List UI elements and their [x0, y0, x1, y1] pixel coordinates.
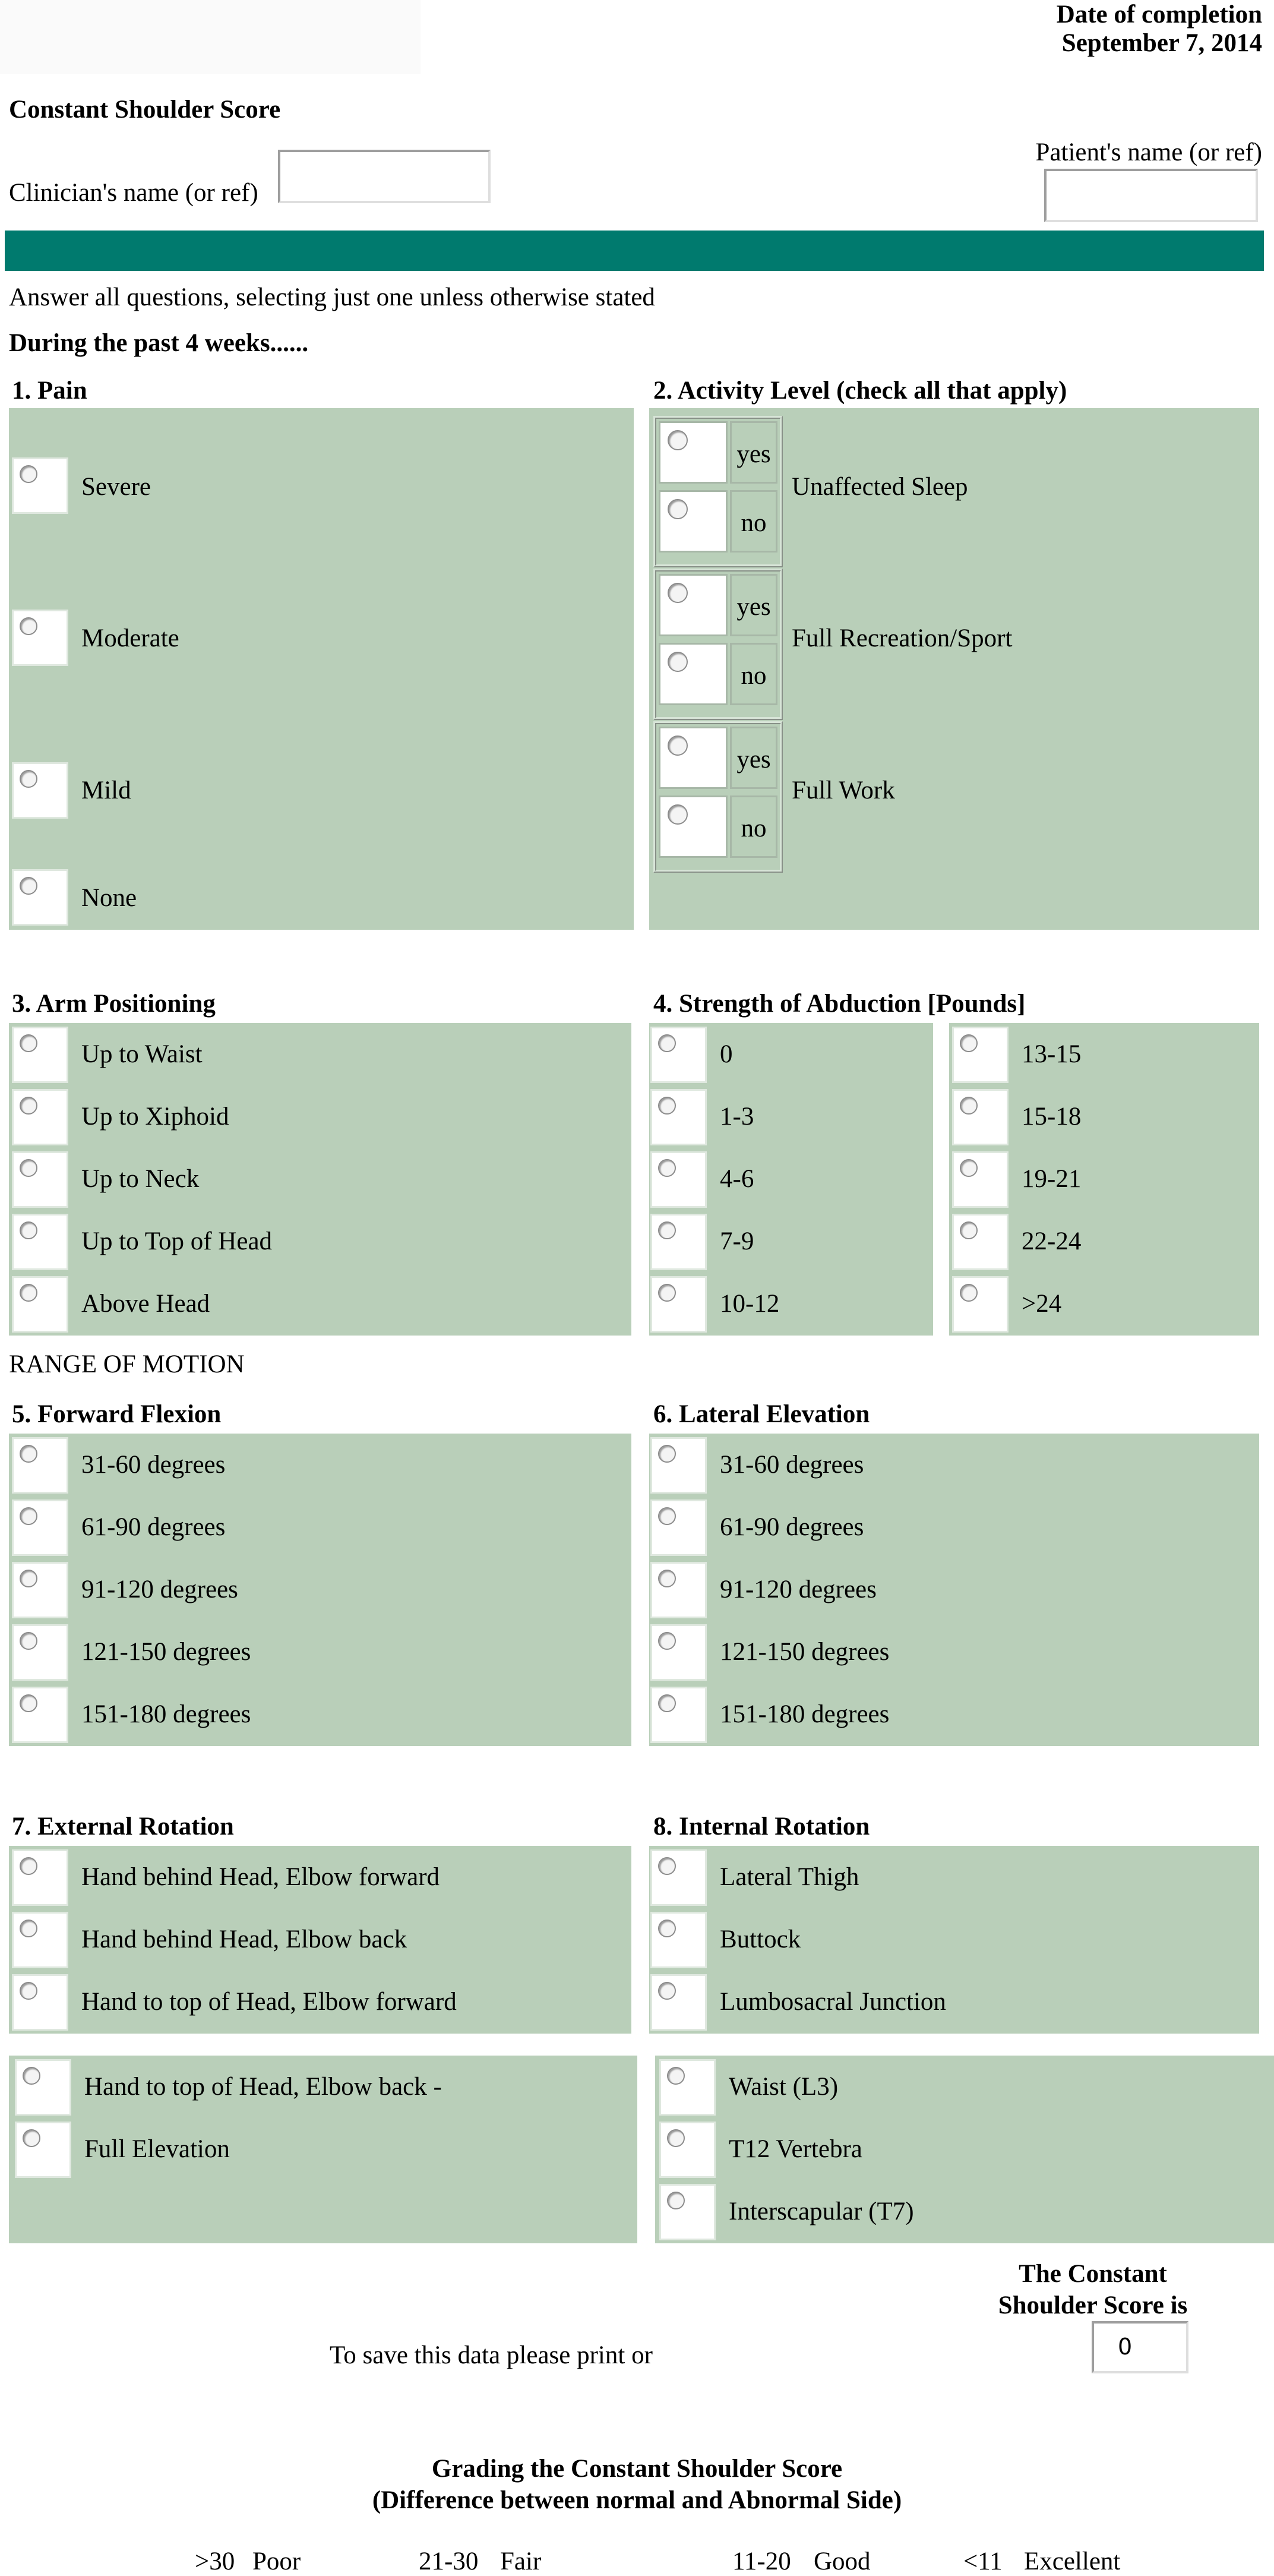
q4-label-7-9: 7-9 [720, 1227, 754, 1255]
q8-label-lateral-thigh: Lateral Thigh [720, 1863, 859, 1891]
clinician-label: Clinician's name (or ref) [9, 179, 258, 207]
q4-label-13-15: 13-15 [1022, 1040, 1082, 1068]
radio-circle-icon [658, 1570, 676, 1587]
q6-radio-61-90[interactable] [650, 1499, 707, 1556]
radio-circle-icon [20, 1632, 37, 1650]
score-value-field[interactable] [1092, 2321, 1188, 2373]
q5-label-61-90: 61-90 degrees [81, 1513, 226, 1541]
radio-circle-icon [658, 1221, 676, 1239]
q3-label-top-of-head: Up to Top of Head [81, 1227, 273, 1255]
radio-circle-icon [668, 583, 688, 603]
q7-label-behind-back: Hand behind Head, Elbow back [81, 1925, 407, 1953]
radio-circle-icon [20, 1034, 37, 1052]
grade-label-excellent: Excellent [1024, 2547, 1121, 2575]
radio-circle-icon [20, 1920, 37, 1937]
q5-label-121-150: 121-150 degrees [81, 1638, 251, 1666]
grading-title-line1: Grading the Constant Shoulder Score [431, 2455, 843, 2483]
q2-work-yes-radio[interactable] [659, 727, 728, 789]
radio-circle-icon [20, 1694, 37, 1712]
radio-circle-icon [667, 2129, 685, 2147]
q8-radio-lateral-thigh[interactable] [650, 1849, 707, 1906]
radio-circle-icon [23, 2067, 40, 2085]
q2-recreation-group [653, 569, 783, 720]
clinician-name-input[interactable] [278, 150, 491, 203]
q8-radio-t12[interactable] [659, 2122, 716, 2178]
radio-circle-icon [960, 1221, 978, 1239]
q3-radio-neck[interactable] [12, 1151, 68, 1208]
date-value: September 7, 2014 [1061, 29, 1262, 57]
radio-circle-icon [960, 1034, 978, 1052]
radio-circle-icon [658, 1982, 676, 2000]
q1-label-moderate: Moderate [81, 624, 179, 652]
q6-label-61-90: 61-90 degrees [720, 1513, 864, 1541]
q3-label-above-head: Above Head [81, 1290, 210, 1318]
q2-sleep-no-label: no [730, 490, 777, 553]
radio-circle-icon [658, 1445, 676, 1463]
grade-label-poor: Poor [252, 2547, 301, 2575]
q2-work-yes-label: yes [730, 727, 777, 789]
radio-circle-icon [668, 804, 688, 825]
radio-circle-icon [20, 1857, 37, 1875]
q8-title: 8. Internal Rotation [653, 1813, 870, 1841]
q7-label-top-back: Hand to top of Head, Elbow back - [84, 2073, 442, 2101]
q8-radio-lumbosacral[interactable] [650, 1974, 707, 2031]
q7-label-behind-forward: Hand behind Head, Elbow forward [81, 1863, 440, 1891]
q6-label-151-180: 151-180 degrees [720, 1700, 890, 1728]
q5-label-151-180: 151-180 degrees [81, 1700, 251, 1728]
q4-label-19-21: 19-21 [1022, 1165, 1082, 1193]
q8-label-interscapular: Interscapular (T7) [729, 2198, 914, 2225]
radio-circle-icon [658, 1159, 676, 1177]
q5-radio-61-90[interactable] [12, 1499, 68, 1556]
date-label: Date of completion [1056, 1, 1262, 29]
q2-label-sleep: Unaffected Sleep [792, 473, 968, 501]
q8-label-buttock: Buttock [720, 1925, 801, 1953]
q7-radio-behind-forward[interactable] [12, 1849, 68, 1906]
period-text: During the past 4 weeks...... [9, 329, 309, 357]
q1-label-severe: Severe [81, 473, 151, 501]
q6-radio-91-120[interactable] [650, 1562, 707, 1618]
header-banner [5, 231, 1264, 271]
q4-label-4-6: 4-6 [720, 1165, 754, 1193]
q8-label-lumbosacral: Lumbosacral Junction [720, 1988, 946, 2016]
q3-radio-top-of-head[interactable] [12, 1214, 68, 1270]
radio-circle-icon [20, 770, 37, 788]
q8-label-waist: Waist (L3) [729, 2073, 839, 2101]
radio-circle-icon [668, 430, 688, 450]
q5-radio-31-60[interactable] [12, 1437, 68, 1494]
q7-label-full-elevation: Full Elevation [84, 2135, 230, 2163]
q3-radio-waist[interactable] [12, 1027, 68, 1083]
grade-range-fair: 21-30 [419, 2547, 479, 2575]
q7-title: 7. External Rotation [12, 1813, 234, 1841]
q3-label-neck: Up to Neck [81, 1165, 200, 1193]
q4-radio-0[interactable] [650, 1027, 707, 1083]
q2-sleep-yes-label: yes [730, 421, 777, 484]
radio-circle-icon [20, 1570, 37, 1587]
radio-circle-icon [20, 1221, 37, 1239]
q1-radio-mild[interactable] [12, 762, 68, 819]
q3-radio-above-head[interactable] [12, 1276, 68, 1333]
radio-circle-icon [658, 1097, 676, 1115]
q5-label-91-120: 91-120 degrees [81, 1576, 238, 1603]
q4-label-0: 0 [720, 1040, 733, 1068]
q6-radio-121-150[interactable] [650, 1624, 707, 1681]
q2-recreation-yes-radio[interactable] [659, 574, 728, 636]
q4-label-1-3: 1-3 [720, 1103, 754, 1131]
q6-label-121-150: 121-150 degrees [720, 1638, 890, 1666]
grade-label-good: Good [814, 2547, 871, 2575]
q2-work-no-radio[interactable] [659, 795, 728, 858]
radio-circle-icon [658, 1284, 676, 1302]
q4-radio-22-24[interactable] [952, 1214, 1009, 1270]
q7-radio-top-forward[interactable] [12, 1974, 68, 2031]
top-left-blank-area [0, 0, 421, 74]
q2-recreation-no-radio[interactable] [659, 643, 728, 705]
q7-label-top-forward: Hand to top of Head, Elbow forward [81, 1988, 457, 2016]
q1-radio-none[interactable] [12, 869, 68, 926]
q3-label-xiphoid: Up to Xiphoid [81, 1103, 229, 1131]
radio-circle-icon [668, 735, 688, 756]
q1-title: 1. Pain [12, 377, 87, 405]
q4-radio-over-24[interactable] [952, 1276, 1009, 1333]
radio-circle-icon [960, 1097, 978, 1115]
radio-circle-icon [667, 2067, 685, 2085]
q2-label-work: Full Work [792, 776, 895, 804]
radio-circle-icon [658, 1632, 676, 1650]
radio-circle-icon [658, 1034, 676, 1052]
grade-label-fair: Fair [500, 2547, 542, 2575]
q4-radio-19-21[interactable] [952, 1151, 1009, 1208]
q6-label-31-60: 31-60 degrees [720, 1451, 864, 1479]
q2-sleep-group [653, 416, 783, 567]
q4-label-22-24: 22-24 [1022, 1227, 1082, 1255]
radio-circle-icon [20, 1982, 37, 2000]
radio-circle-icon [668, 499, 688, 519]
q7-radio-top-back[interactable] [15, 2059, 71, 2116]
q5-radio-91-120[interactable] [12, 1562, 68, 1618]
q4-radio-15-18[interactable] [952, 1089, 1009, 1145]
form-title: Constant Shoulder Score [9, 96, 281, 124]
radio-circle-icon [667, 2192, 685, 2209]
q4-label-over-24: >24 [1022, 1290, 1062, 1318]
save-instruction: To save this data please print or [330, 2341, 653, 2369]
q4-title: 4. Strength of Abduction [Pounds] [653, 990, 1026, 1018]
q8-radio-waist[interactable] [659, 2059, 716, 2116]
q3-title: 3. Arm Positioning [12, 990, 216, 1018]
q7-radio-behind-back[interactable] [12, 1912, 68, 1968]
q2-title: 2. Activity Level (check all that apply) [653, 377, 1067, 405]
q5-label-31-60: 31-60 degrees [81, 1451, 226, 1479]
radio-circle-icon [20, 1097, 37, 1115]
radio-circle-icon [658, 1857, 676, 1875]
q2-recreation-no-label: no [730, 643, 777, 705]
score-value: 0 [1118, 2334, 1133, 2360]
radio-circle-icon [20, 465, 37, 483]
q1-label-none: None [81, 884, 137, 912]
q6-radio-31-60[interactable] [650, 1437, 707, 1494]
q8-label-t12: T12 Vertebra [729, 2135, 862, 2163]
radio-circle-icon [20, 617, 37, 635]
q7-radio-full-elevation[interactable] [15, 2122, 71, 2178]
q1-radio-moderate[interactable] [12, 610, 68, 666]
radio-circle-icon [960, 1284, 978, 1302]
q5-radio-151-180[interactable] [12, 1687, 68, 1743]
q5-radio-121-150[interactable] [12, 1624, 68, 1681]
patient-label: Patient's name (or ref) [1035, 138, 1262, 166]
radio-circle-icon [960, 1159, 978, 1177]
q2-work-no-label: no [730, 795, 777, 858]
q6-radio-151-180[interactable] [650, 1687, 707, 1743]
score-label-line1: The Constant [1019, 2260, 1167, 2288]
q4-radio-4-6[interactable] [650, 1151, 707, 1208]
q6-title: 6. Lateral Elevation [653, 1400, 870, 1428]
radio-circle-icon [20, 1159, 37, 1177]
radio-circle-icon [668, 652, 688, 672]
q3-label-waist: Up to Waist [81, 1040, 203, 1068]
q1-label-mild: Mild [81, 776, 131, 804]
grading-title-line2: (Difference between normal and Abnormal Side) [372, 2486, 902, 2514]
radio-circle-icon [20, 1445, 37, 1463]
q8-radio-buttock[interactable] [650, 1912, 707, 1968]
q8-radio-interscapular[interactable] [659, 2184, 716, 2240]
radio-circle-icon [20, 1507, 37, 1525]
patient-name-input[interactable] [1044, 169, 1258, 222]
radio-circle-icon [23, 2129, 40, 2147]
q4-radio-7-9[interactable] [650, 1214, 707, 1270]
q2-recreation-yes-label: yes [730, 574, 777, 636]
radio-circle-icon [20, 877, 37, 895]
q1-radio-severe[interactable] [12, 457, 68, 514]
q2-sleep-yes-radio[interactable] [659, 421, 728, 484]
q4-radio-1-3[interactable] [650, 1089, 707, 1145]
range-of-motion-heading: RANGE OF MOTION [9, 1350, 245, 1378]
radio-circle-icon [658, 1920, 676, 1937]
q2-work-group [653, 721, 783, 873]
score-label-line2: Shoulder Score is [998, 2291, 1188, 2319]
q2-sleep-no-radio[interactable] [659, 490, 728, 553]
q2-label-recreation: Full Recreation/Sport [792, 624, 1013, 652]
grade-range-excellent: <11 [963, 2547, 1003, 2575]
grade-range-good: 11-20 [732, 2547, 791, 2575]
q4-label-15-18: 15-18 [1022, 1103, 1082, 1131]
q3-radio-xiphoid[interactable] [12, 1089, 68, 1145]
radio-circle-icon [658, 1694, 676, 1712]
q4-radio-13-15[interactable] [952, 1027, 1009, 1083]
q5-title: 5. Forward Flexion [12, 1400, 222, 1428]
q6-label-91-120: 91-120 degrees [720, 1576, 877, 1603]
instructions-text: Answer all questions, selecting just one unless otherwise stated [9, 283, 655, 311]
grade-range-poor: >30 [195, 2547, 235, 2575]
radio-circle-icon [658, 1507, 676, 1525]
q4-label-10-12: 10-12 [720, 1290, 780, 1318]
q4-radio-10-12[interactable] [650, 1276, 707, 1333]
radio-circle-icon [20, 1284, 37, 1302]
